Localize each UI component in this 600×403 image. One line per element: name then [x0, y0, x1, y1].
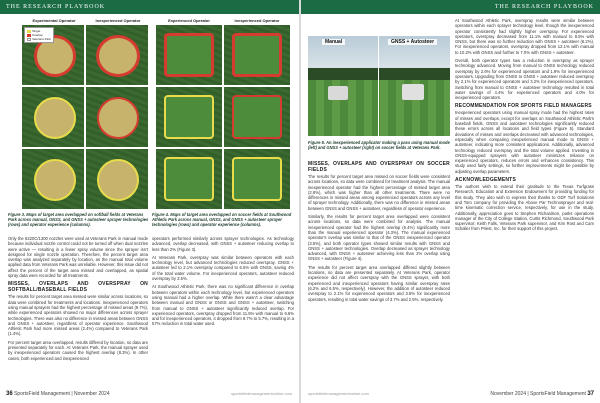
p37-para: The results for percent target area overlapped differed slightly between locations, so data are presented separately. At Veterans Park, operator experience did not affect overspray with the GNSS sprayer, with both experienced and inexperienced operators having similar overspray rates (6.2% and 6.5%, respectively). However, the addition of autosteer reduced overspray to 2.1% for experienced operators and 3.8% for inexperienced operators, resulting in total water savings of 3.7% and 2.5%, respectively.	[308, 264, 450, 302]
p37-footer	[304, 388, 594, 400]
fig3-map-gnss-experienced	[22, 87, 84, 147]
fig5-tag-autosteer: GNSS + Autosteer	[388, 39, 437, 45]
p37-column-1	[308, 158, 450, 386]
p37-para: At Southwood Athletic Park, overspray results were similar between operators within each sprayer technology level, though the inexperienced operator consistently had slightly higher overspray. For experienced operators, overspray decreased from 11.1% with manual to 8.5% with GNSS, but there was no further reduction with GNSS + autosteer (6.2%). For inexperienced operators, overspray dropped from 12.1% with manual to 10.2% with GNSS and further to 7.0% with GNSS + autosteer.	[455, 18, 594, 55]
fig4-map-manual-inexperienced	[224, 25, 290, 85]
p36-url[interactable]: sportsfieldmanagementonline.com	[231, 391, 292, 396]
p36-para: For percent target area overlapped, results differed by location, so data are presented separately for each. At Veterans Park, the manual sprayer used by inexperienced operators caused the highest overlap (8.3%). In other cases, both experienced and inexperienced	[8, 339, 148, 361]
p36-footer	[6, 388, 296, 400]
fig4-map-autosteer-experienced	[156, 149, 222, 209]
fig3-caption: Figure 3. Maps of target area overlapped on softball fields at Veterans Park across manual, GNSS, and GNSS + autosteer sprayer technologies (rows) and operator experience (columns).	[8, 212, 149, 227]
p37-para: Similarly, the results for percent target area overlapped were consistent across locations, so data were combined for analysis. The manual inexperienced operator had the highest overlap (6.4%) significantly more than the manual experienced operator (4.3%). The manual experienced operator's overlap was similar to that of the GNSS inexperienced operator (3.6%), and both operator types showed similar results with GNSS and GNSS + autosteer technologies. Overlap decreased as sprayer technology advanced, with GNSS + autosteer achieving less than 2% overlap using GNSS + autosteer (Figure 4).	[308, 214, 450, 262]
page-gutter	[299, 0, 301, 403]
p37-para: The authors wish to extend their gratitude to the Texas Turfgrass Research, Education and Extension Endowment for providing funding for this study. They also wish to express their thanks to GDF Turf Solutions and Toro company for providing the Above Par Technosprayer and real-time kinematic correction service, respectively, for use in the study. Additionally, appreciation goes to Stephen Richardson, parks operations manager of the City of College Station, Curtis Richmond, Southwood Park supervisor; Keith Falls, Veterans Park supervisor, and Kim Rost and Cam Schaller from Priest, Inc. for their support of this project.	[455, 184, 594, 232]
p37-para: Inexperienced operators using manual spray mode had the highest rates of misses and overlaps, except for overlaps on Southwood Athletic Park's baseball fields. GNSS and autosteer technologies significantly reduced these errors across all locations and field types (Figure 5). Standard deviations of misses and overlaps decreased with advanced technologies, especially when comparing inexperienced manual mode to GNSS + autosteer, indicating more consistent applications. Additionally, advanced technology reduced overspray and the total volume applied. Investing in GNSS-equipped sprayers with autosteer minimizes reliance on experienced operators, reduces errors and enhances consistency. This study used fairly settings, so further improvements might be possible by adjusting overlap parameters.	[455, 110, 594, 174]
fig3-map-manual-experienced	[22, 25, 84, 85]
fig4-map-gnss-inexperienced	[224, 87, 290, 147]
p36-page-number: 36	[6, 391, 13, 397]
p36-magazine: SportsField Management | November 2024	[14, 391, 110, 397]
p36-para: Only the 6220C/1300 nozzles were used at Veterans Park in manual mode because individual nozzle control could not be turned off when dual nozzles were active — resulting in a fewer spray volume since the sprayer isn't designed for single nozzle operation. Therefore, the percent target area overlap was analyzed separately by location, as the manual total volume applied data from Veterans Park was unreliable. However, this issue did not affect the percent of the target area missed and overlapped, as spatial spray data were recorded for all treatments.	[8, 236, 148, 279]
fig3-map-autosteer-inexperienced	[86, 149, 148, 209]
p36-para: The results for percent target area missed were similar across locations, so data were combined for treatments and locations. Inexperienced operators using manual sprayers had the highest percentage of missed areas (9.7%), while experienced operators showed no major differences across sprayer technologies. There was also no difference in missed areas between GNSS and GNSS + autosteer, regardless of operator experience. Southwood Athletic Park had more missed areas (2.4%) compared to Veterans Park (1.4%).	[8, 294, 148, 337]
fig3-map-autosteer-experienced	[22, 149, 84, 209]
p37-para: Overall, both operator types saw a reduction in overspray as sprayer technology advanced. Moving from manual to GNSS technology reduced overspray by 2.6% for experienced operators and 1.9% for inexperienced operators. Upgrading from GNSS to GNSS + autosteer reduced overspray by 2.1% for experienced operators and 3.2% for inexperienced operators. Switching from manual to GNSS + autosteer technology resulted in total water savings of 4.4% for experienced operators and 4.0% for inexperienced operators.	[455, 58, 594, 101]
p36-column-2	[152, 236, 294, 386]
p37-heading-acknowledgements: ACKNOWLEDGEMENTS	[455, 177, 516, 184]
fig3-map-gnss-inexperienced	[86, 87, 148, 147]
fig4-map-autosteer-inexperienced	[224, 149, 290, 209]
fig5-photo	[308, 36, 450, 136]
fig4-col-label-inexperienced: Inexperienced Operator	[234, 18, 280, 23]
fig5-caption: Figure 5. An inexperienced applicator making a pass using manual mode (left) and GNSS + autosteer (right) on soccer fields at Veterans Park.	[308, 140, 450, 150]
p37-magazine: November 2024 | SportsField Management	[490, 391, 586, 397]
p36-heading-softball: MISSES, OVERLAPS AND OVERSPRAY ON SOFTBALL/BASEBALL FIELDS	[8, 281, 148, 294]
fig3-col-label-experienced: Experimental Operator	[32, 18, 76, 23]
p37-page-number: 37	[587, 391, 594, 397]
fig4-col-label-experienced: Experienced Operator	[168, 18, 210, 23]
p37-url[interactable]: sportsfieldmanagementonline.com	[308, 391, 369, 396]
fig5-tag-manual: Manual	[322, 39, 345, 45]
p37-column-2	[455, 18, 594, 386]
p36-para: At Veterans Park, overspray was similar between operators with each technology level, but advanced technologies reduced overspray. GNSS + autosteer led to 2.1% overspray compared to 6.5% with GNSS, saving 4% of the total water volume. For inexperienced operators, autosteer reduced overspray by 3.5%.	[152, 254, 294, 282]
fig4-map-manual-experienced	[156, 25, 222, 85]
fig3-map-manual-inexperienced	[86, 25, 148, 85]
fig3-legend: Target Overlap Veterans Park	[24, 27, 54, 43]
fig4-map-gnss-experienced	[156, 87, 222, 147]
fig3-col-label-inexperienced: Inexperienced Operator	[95, 18, 141, 23]
p36-para: At Southwood Athletic Park, there was no significant difference in overlap between operators within each technology level, but experienced operators using manual had a higher overlap. While there wasn't a clear advantage between manual and GNSS or GNSS and GNSS + autosteer, switching from manual to GNSS + autosteer significantly reduced overlap. For experienced operators, overspray dropped from 11.5% with manual to 6.6% and for inexperienced operators, it dropped from 9.7% to 5.7%, resulting in a 57% reduction in total water used.	[152, 284, 294, 327]
running-header-left: THE RESEARCH PLAYBOOK	[0, 0, 300, 14]
p36-para: operators performed similarly across sprayer technologies. As technology advanced, overlap decreased, with GNSS + autosteer reducing overlap to less than 2% (Figure 3).	[152, 236, 294, 252]
p37-para: The results for percent target area missed on soccer fields were consistent across locations, so data were combined for treatment analysis. The manual inexperienced operator had the highest percentage of missed target area (2.8%), which was higher than all other treatments. There were no differences in missed areas among experienced operators across any level of sprayer technology. Additionally, there was no difference in missed areas between GNSS and GNSS + autosteer, regardless of operator experience.	[308, 174, 450, 211]
p37-heading-soccer: MISSES, OVERLAPS AND OVERSPRAY ON SOCCER FIELDS	[308, 161, 450, 173]
p37-heading-recommendation: RECOMMENDATION FOR SPORTS FIELD MANAGERS	[455, 103, 592, 110]
fig4-caption: Figure 4. Maps of target area overlapped on soccer fields at Southwood Athletic Park across manual, GNSS, and GNSS + autosteer sprayer technologies (rows) and operator experience (columns).	[152, 212, 292, 227]
p36-column-1	[8, 236, 148, 386]
running-header-right: THE RESEARCH PLAYBOOK	[300, 0, 600, 14]
